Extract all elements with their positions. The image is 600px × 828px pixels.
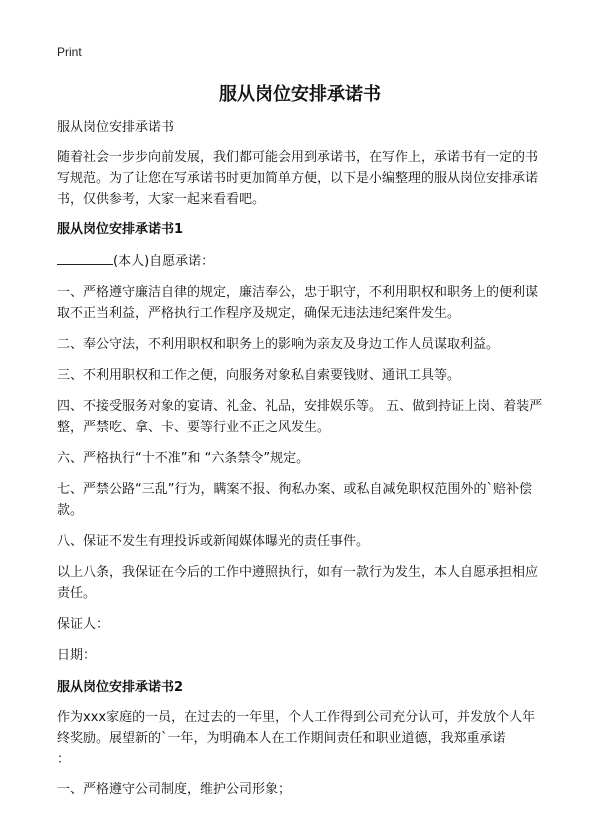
section-1-heading: 服从岗位安排承诺书1	[57, 222, 184, 237]
section-2-intro: 作为xxx家庭的一员，在过去的一年里，个人工作得到公司充分认可，并发放个人年终奖励。展望新的`一年，为明确本人在工作期间责任和职业道德，我郑重承诺	[57, 710, 536, 746]
pledge-item-1: 一、严格遵守廉洁自律的规定，廉洁奉公，忠于职守，不利用职权和职务上的便利谋取不正当利益，严格执行工作程序及规定，确保无违法违纪案件发生。	[57, 285, 539, 321]
document-body	[57, 117, 547, 800]
pledge-item-2: 二、奉公守法，不利用职权和职务上的影响为亲友及身边工作人员谋取利益。	[57, 337, 500, 352]
pledge-item-8: 八、保证不发生有理投诉或新闻媒体曝光的责任事件。	[57, 534, 370, 549]
pledge-item-4: 四、不接受服务对象的宴请、礼金、礼品，安排娱乐等。 五、做到持证上岗、着装严整，严禁吃、拿、卡、要等行业不正之风发生。	[57, 399, 543, 435]
commitment-item-1: 一、严格遵守公司制度，维护公司形象；	[57, 782, 292, 797]
section-2-heading: 服从岗位安排承诺书2	[57, 680, 184, 695]
name-blank	[57, 250, 113, 265]
closing-paragraph: 以上八条，我保证在今后的工作中遵照执行，如有一款行为发生，本人自愿承担相应责任。	[57, 565, 539, 601]
intro-paragraph: 随着社会一步步向前发展，我们都可能会用到承诺书，在写作上，承诺书有一定的书写规范。为了让您在写承诺书时更加简单方便，以下是小编整理的服从岗位安排承诺书，仅供参考，大家一起来看看吧。	[57, 150, 539, 207]
pledge-item-3: 三、不利用职权和工作之便，向服务对象私自索要钱财、通讯工具等。	[57, 368, 461, 383]
date-label: 日期：	[57, 648, 97, 663]
print-link[interactable]: Print	[57, 45, 82, 59]
document-subtitle: 服从岗位安排承诺书	[57, 120, 175, 135]
guarantor-label: 保证人：	[57, 617, 110, 632]
pledge-intro-line	[57, 250, 547, 272]
pledge-intro-text: (本人)自愿承诺：	[113, 254, 215, 269]
pledge-item-7: 七、严禁公路“三乱”行为，瞒案不报、徇私办案、或私自减免职权范围外的`赔补偿款。	[57, 482, 532, 518]
section-2-intro-continuation: ：	[57, 752, 71, 767]
page-title: 服从岗位安排承诺书	[219, 84, 381, 105]
pledge-item-6: 六、严格执行“十不准”和 “六条禁令”规定。	[57, 451, 310, 466]
